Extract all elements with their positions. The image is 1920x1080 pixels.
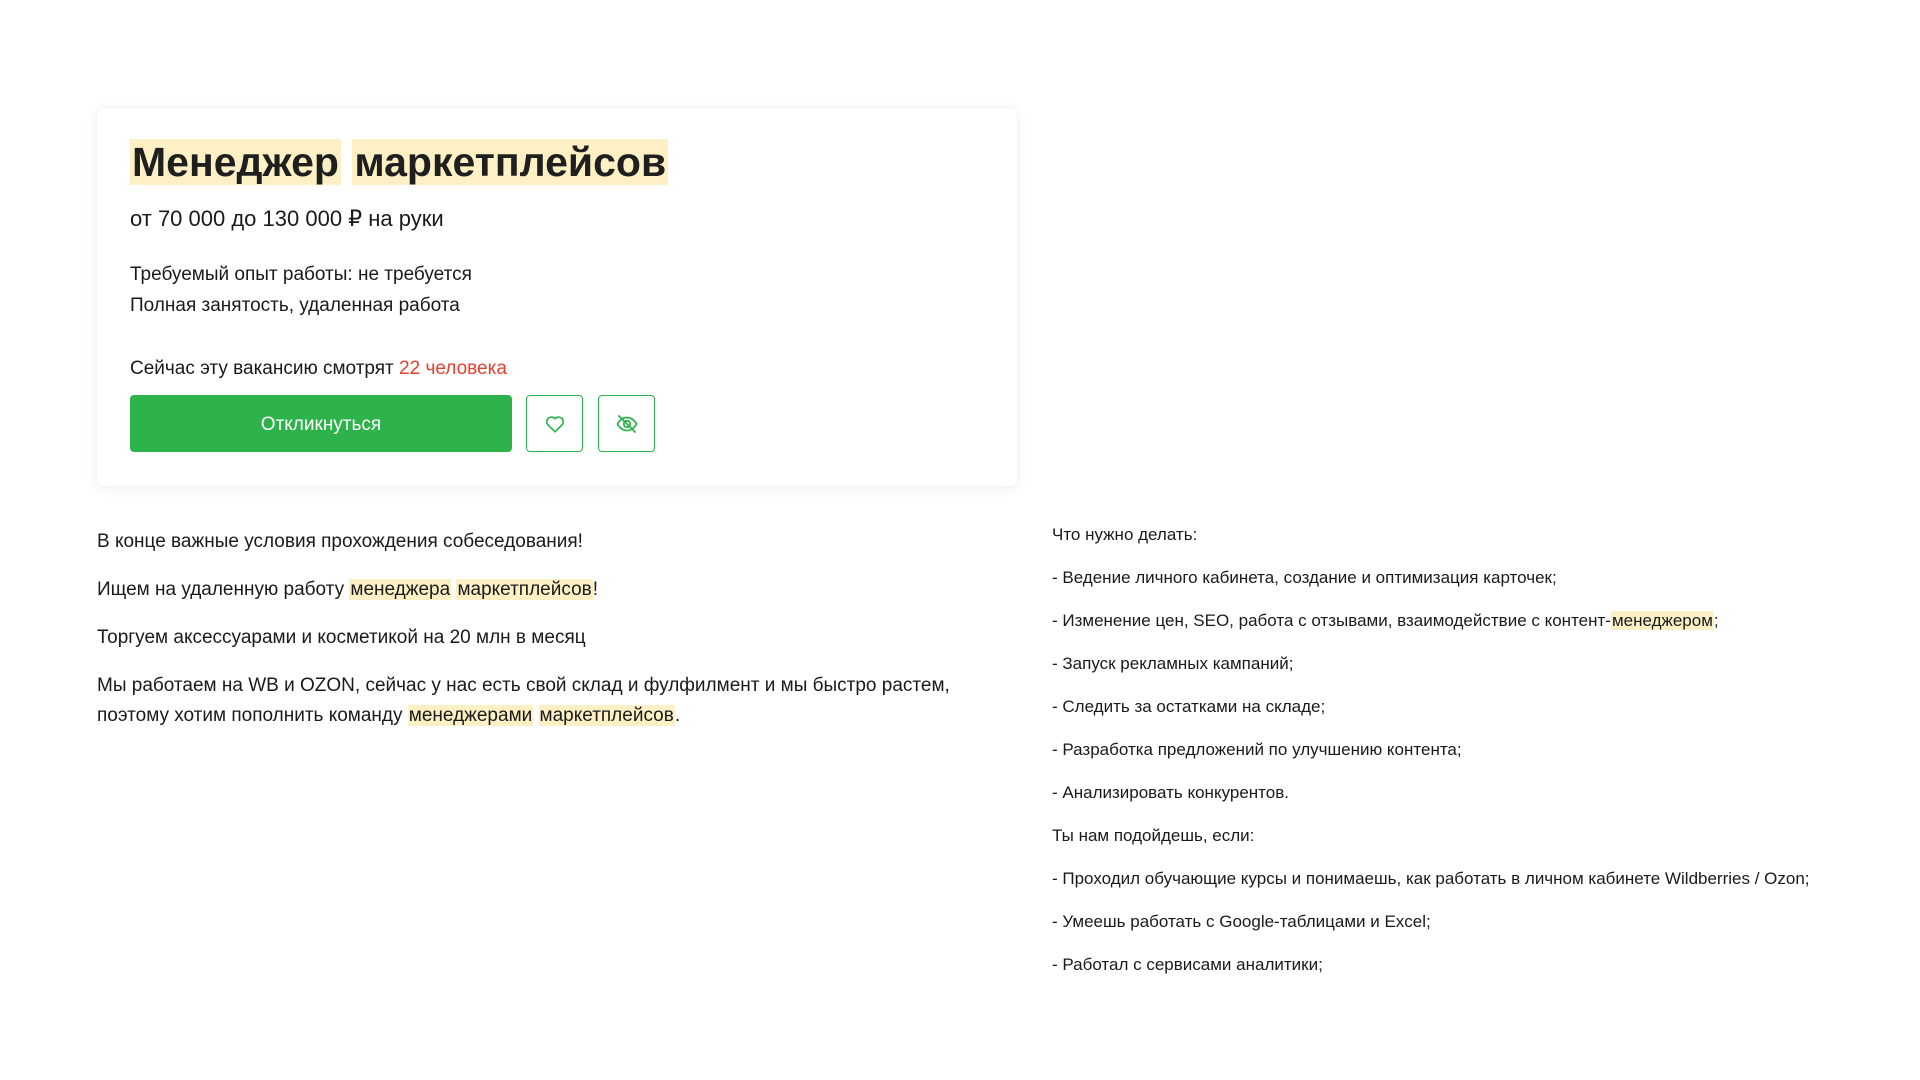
- description-paragraph: Ищем на удаленную работу менеджера маркетплейсов!: [97, 579, 599, 600]
- keyword-highlight: менеджером: [1611, 611, 1713, 630]
- vacancy-title: [130, 136, 668, 188]
- eye-off-icon: [615, 412, 639, 436]
- respond-button[interactable]: Откликнуться: [130, 395, 512, 452]
- employment-type: Полная занятость, удаленная работа: [130, 295, 460, 316]
- duty-item: - Анализировать конкурентов.: [1052, 783, 1289, 802]
- keyword-highlight: менеджерами: [408, 705, 533, 726]
- vacancy-description: [97, 527, 1017, 749]
- viewers-count: 22 человека: [399, 358, 507, 379]
- requirement-item: - Проходил обучающие курсы и понимаешь, как работать в личном кабинете Wildberries / Ozon;: [1052, 869, 1810, 888]
- description-paragraph: Мы работаем на WB и OZON, сейчас у нас есть свой склад и фулфилмент и мы быстро растем, поэтому хотим пополнить команду менеджерами маркетплейсов.: [97, 675, 950, 726]
- vacancy-details: [1052, 522, 1892, 995]
- duty-item: - Запуск рекламных кампаний;: [1052, 654, 1294, 673]
- duty-item: - Ведение личного кабинета, создание и оптимизация карточек;: [1052, 568, 1557, 587]
- description-paragraph: Торгуем аксессуарами и косметикой на 20 млн в месяц: [97, 627, 586, 648]
- keyword-highlight: маркетплейсов: [457, 579, 592, 600]
- requirement-item: - Умеешь работать с Google-таблицами и Excel;: [1052, 912, 1431, 931]
- vacancy-card: [97, 108, 1017, 486]
- duty-item: - Следить за остатками на складе;: [1052, 697, 1326, 716]
- viewers-info: [130, 354, 507, 384]
- duty-item: - Разработка предложений по улучшению контента;: [1052, 740, 1462, 759]
- salary: от 70 000 до 130 000 ₽ на руки: [130, 206, 444, 231]
- title-highlight-1: Менеджер: [132, 139, 339, 185]
- keyword-highlight: маркетплейсов: [539, 705, 674, 726]
- duty-item: - Изменение цен, SEO, работа с отзывами, взаимодействие с контент-менеджером;: [1052, 611, 1719, 630]
- vacancy-meta: [130, 259, 472, 321]
- title-highlight-2: маркетплейсов: [354, 139, 667, 185]
- viewers-prefix: Сейчас эту вакансию смотрят: [130, 358, 394, 379]
- favorite-button[interactable]: [526, 395, 583, 452]
- requirement-item: - Работал с сервисами аналитики;: [1052, 955, 1323, 974]
- requirements-heading: Ты нам подойдешь, если:: [1052, 826, 1255, 845]
- heart-icon: [544, 413, 566, 435]
- keyword-highlight: менеджера: [350, 579, 451, 600]
- hide-vacancy-button[interactable]: [598, 395, 655, 452]
- description-paragraph: В конце важные условия прохождения собеседования!: [97, 531, 583, 552]
- duties-heading: Что нужно делать:: [1052, 525, 1198, 544]
- experience-requirement: Требуемый опыт работы: не требуется: [130, 264, 472, 285]
